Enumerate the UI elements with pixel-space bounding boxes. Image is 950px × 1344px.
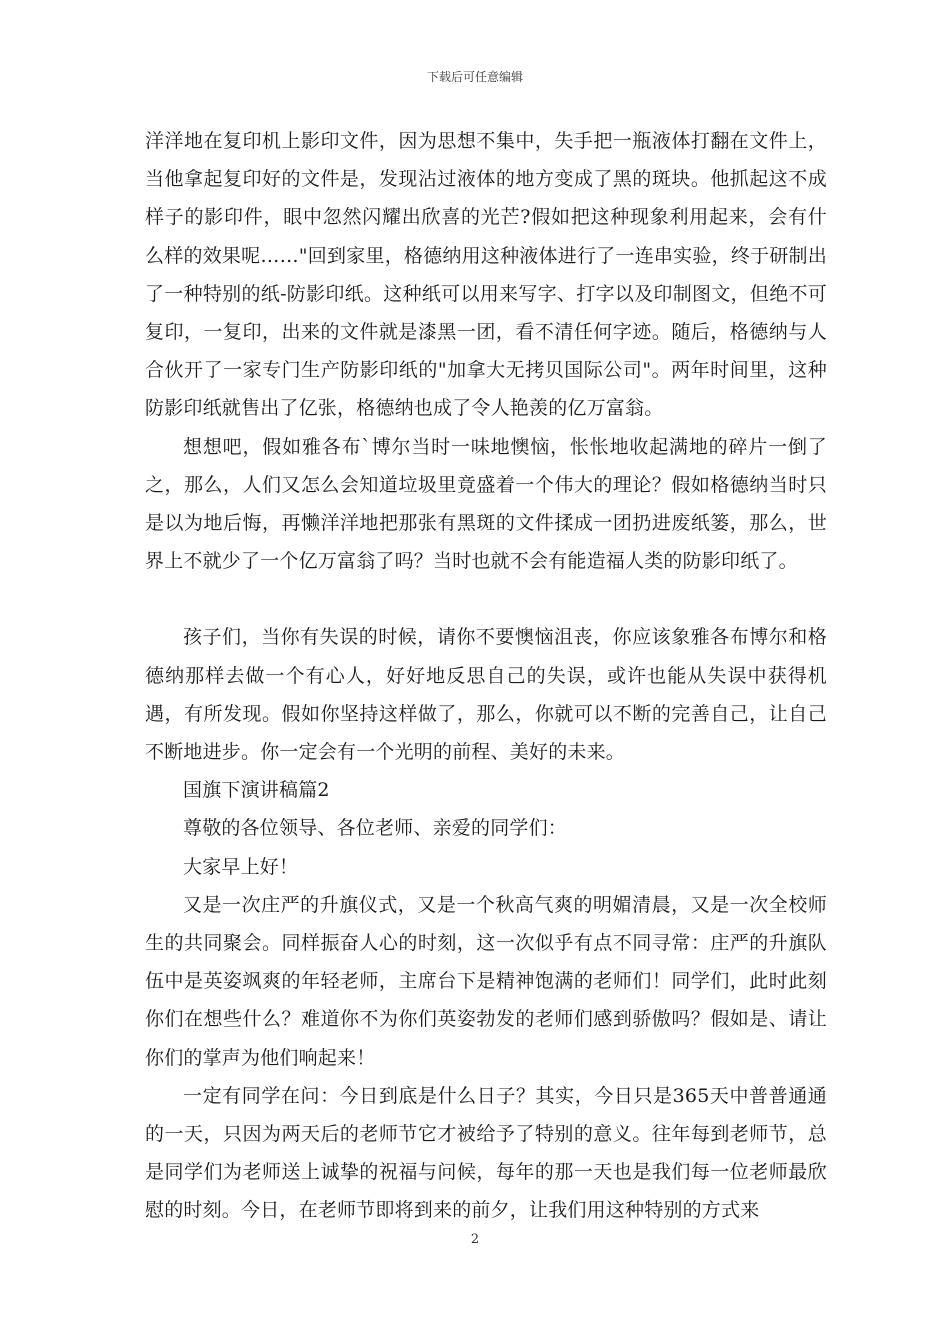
salutation: 尊敬的各位领导、各位老师、亲爱的同学们： (183, 817, 568, 840)
paragraph-flag-ceremony: 又是一次庄严的升旗仪式，又是一个秋高气爽的明媚清晨，又是一次全校师生的共同聚会。同样振奋人心的时刻，这一次似乎有点不同寻常：庄严的升旗队伍中是英姿飒爽的年轻老师，主席台下是精神饱满的老师们！同学们，此时此刻你们在想些什么？难道你不为你们英姿勃发的老师们感到骄傲吗？假如是、请让你们的掌声为他们响起来！ (145, 893, 827, 1069)
paragraph-teachers-day: 一定有同学在问：今日到底是什么日子？其实，今日只是365天中普普通通的一天，只因为两天后的老师节它才被给予了特别的意义。往年每到老师节，总是同学们为老师送上诚挚的祝福与问候，每年的那一天也是我们每一位老师最欣慰的时刻。今日，在老师节即将到来的前夕，让我们用这种特别的方式来 (145, 1084, 827, 1222)
section-title: 国旗下演讲稿篇2 (183, 779, 330, 802)
document-body (145, 122, 827, 1230)
greeting: 大家早上好！ (183, 855, 299, 878)
page-number: 2 (470, 1232, 480, 1247)
paragraph-reflection: 想想吧，假如雅各布`博尔当时一味地懊恼，怅怅地收起满地的碎片一倒了之，那么，人们又怎么会知道垃圾里竟盛着一个伟大的理论？假如格德纳当时只是以为地后悔，再懒洋洋地把那张有黑斑的文件揉成一团扔进废纸篓，那么，世界上不就少了一个亿万富翁了吗？当时也就不会有能造福人类的防影印纸了。 (145, 435, 827, 573)
paragraph-spacer (145, 580, 827, 618)
page-header: 下载后可任意编辑 (426, 70, 523, 84)
paragraph-photocopy-story: 洋洋地在复印机上影印文件，因为思想不集中，失手把一瓶液体打翻在文件上，当他拿起复印好的文件是，发现沾过液体的地方变成了黑的斑块。他抓起这不成样子的影印件，眼中忽然闪耀出欣喜的光芒?假如把这种现象利用起来，会有什么样的效果呢……"回到家里，格德纳用这种液体进行了一连串实验，终于研制出了一种特别的纸-防影印纸。这种纸可以用来写字、打字以及印制图文，但绝不可复印，一复印，出来的文件就是漆黑一团，看不清任何字迹。随后，格德纳与人合伙开了一家专门生产防影印纸的"加拿大无拷贝国际公司"。两年时间里，这种防影印纸就售出了亿张，格德纳也成了令人艳羡的亿万富翁。 (145, 130, 827, 420)
paragraph-advice: 孩子们，当你有失误的时候，请你不要懊恼沮丧，你应该象雅各布博尔和格德纳那样去做一个有心人，好好地反思自己的失误，或许也能从失误中获得机遇，有所发现。假如你坚持这样做了，那么，你就可以不断的完善自己，让自己不断地进步。你一定会有一个光明的前程、美好的未来。 (145, 626, 827, 764)
